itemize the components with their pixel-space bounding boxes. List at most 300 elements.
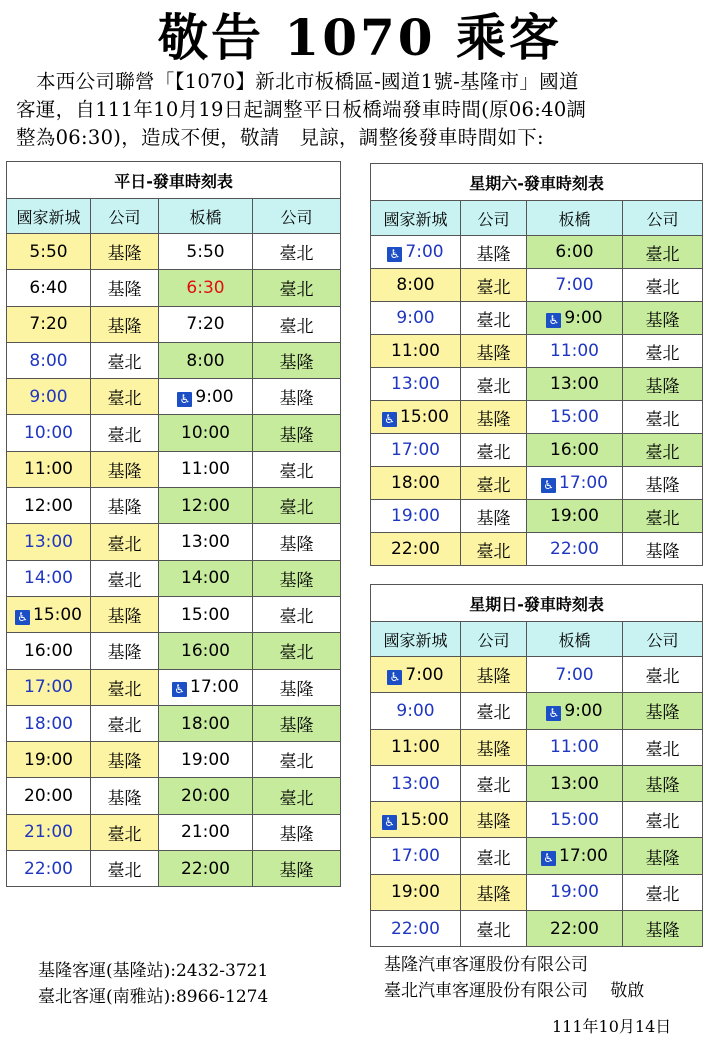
company-name: 基隆: [476, 812, 511, 833]
time-cell-banqiao: [527, 533, 623, 566]
company-cell: [253, 705, 341, 741]
departure-time: 20:00: [24, 786, 73, 807]
company-cell: [91, 778, 159, 814]
company-cell: [461, 911, 527, 947]
company-cell: [623, 533, 703, 566]
table-row: [371, 802, 703, 838]
time-cell-banqiao: [159, 705, 253, 741]
time-cell-guojiaxincheng: [7, 306, 91, 342]
wheelchair-accessible-icon: ♿: [546, 313, 561, 328]
company-name: 基隆: [645, 310, 680, 331]
company-name: 臺北: [279, 316, 314, 337]
table-row: [7, 669, 341, 705]
time-cell-guojiaxincheng: [371, 434, 461, 467]
table-row: [371, 693, 703, 729]
company-name: 基隆: [279, 425, 314, 446]
departure-time: 7:20: [186, 314, 225, 335]
wheelchair-accessible-icon: ♿: [541, 478, 556, 493]
time-cell-guojiaxincheng: [371, 269, 461, 302]
company-cell: [623, 368, 703, 401]
departure-column-header: 國家新城: [7, 199, 91, 234]
time-cell-guojiaxincheng: [371, 368, 461, 401]
departure-column-header: 板橋: [527, 201, 623, 236]
time-cell-banqiao: [527, 467, 623, 500]
company-cell: [253, 814, 341, 850]
time-cell-banqiao: [159, 560, 253, 596]
departure-time: 11:00: [550, 737, 599, 758]
company-cell: [91, 524, 159, 560]
wheelchair-accessible-icon: ♿: [541, 851, 556, 866]
company-cell: [461, 302, 527, 335]
time-cell-banqiao: [159, 415, 253, 451]
departure-time: 15:00: [550, 809, 599, 830]
company-cell: [91, 415, 159, 451]
company-cell: [253, 633, 341, 669]
departure-time: 11:00: [391, 737, 440, 758]
departure-time: 22:00: [550, 918, 599, 939]
time-cell-banqiao: [159, 814, 253, 850]
departure-time: 10:00: [24, 423, 73, 444]
company-cell: [623, 765, 703, 801]
departure-time: 21:00: [181, 822, 230, 843]
departure-time: 16:00: [181, 640, 230, 661]
time-cell-banqiao: [527, 434, 623, 467]
company-cell: [461, 335, 527, 368]
company-name: 臺北: [645, 739, 680, 760]
company-cell: [91, 488, 159, 524]
weekday-timetable: [6, 161, 341, 887]
company-cell: [623, 401, 703, 434]
time-cell-banqiao: [159, 778, 253, 814]
time-cell-banqiao: [527, 335, 623, 368]
company-name: 基隆: [107, 643, 142, 664]
time-cell-guojiaxincheng: [371, 802, 461, 838]
time-cell-guojiaxincheng: [371, 335, 461, 368]
departure-time: 8:00: [186, 350, 225, 371]
company-name: 臺北: [476, 776, 511, 797]
company-cell: [623, 269, 703, 302]
company-cell: [623, 729, 703, 765]
time-cell-guojiaxincheng: [371, 765, 461, 801]
table-row: [7, 342, 341, 378]
company-name: 基隆: [645, 703, 680, 724]
departure-time: 18:00: [181, 713, 230, 734]
company-cell: [253, 524, 341, 560]
departure-time: 13:00: [550, 773, 599, 794]
page-title: 敬告 1070 乘客: [158, 8, 562, 67]
departure-time: 19:00: [391, 882, 440, 903]
company-cell: [91, 596, 159, 632]
time-cell-banqiao: [527, 401, 623, 434]
company-cell: [253, 560, 341, 596]
company-cell: [461, 693, 527, 729]
time-cell-banqiao: [527, 911, 623, 947]
company-name: 基隆: [476, 343, 511, 364]
departure-time: 13:00: [391, 773, 440, 794]
company-cell: [91, 669, 159, 705]
table-row: [7, 705, 341, 741]
departure-column-header: 國家新城: [371, 622, 461, 657]
departure-column-header: 板橋: [527, 622, 623, 657]
departure-time: 15:00: [550, 407, 599, 427]
time-cell-banqiao: [159, 451, 253, 487]
time-cell-guojiaxincheng: [371, 302, 461, 335]
company-name: 臺北: [279, 643, 314, 664]
company-name: 臺北: [107, 716, 142, 736]
time-cell-banqiao: [159, 524, 253, 560]
table-row: [7, 270, 341, 306]
time-cell-banqiao: [159, 270, 253, 306]
notice-line: 整為06:30)，造成不便，敬請 見諒，調整後發車時間如下:: [16, 126, 544, 149]
time-cell-banqiao: [527, 838, 623, 874]
company-taipei: 臺北汽車客運股份有限公司 敬啟: [384, 981, 645, 1001]
time-cell-guojiaxincheng: [7, 524, 91, 560]
company-cell: [623, 838, 703, 874]
departure-time: 9:00: [564, 700, 603, 721]
time-cell-guojiaxincheng: [371, 874, 461, 910]
wheelchair-accessible-icon: ♿: [172, 682, 187, 697]
departure-time: 7:00: [405, 664, 444, 685]
time-cell-guojiaxincheng: [371, 657, 461, 693]
company-name: 基隆: [107, 461, 142, 482]
wheelchair-accessible-icon: ♿: [15, 610, 30, 625]
company-cell: [623, 236, 703, 269]
company-cell: [91, 342, 159, 378]
company-name: 臺北: [107, 534, 142, 555]
sunday-timetable: [370, 584, 703, 947]
table-row: [371, 729, 703, 765]
departure-time: 5:50: [186, 241, 225, 262]
departure-time: 19:00: [181, 749, 230, 770]
company-cell: [461, 467, 527, 500]
company-name: 臺北: [645, 442, 680, 463]
company-cell: [91, 851, 159, 887]
departure-time: 17:00: [559, 473, 608, 493]
departure-time: 6:00: [555, 242, 594, 262]
company-name: 臺北: [645, 244, 680, 265]
departure-time: 18:00: [24, 713, 73, 734]
company-cell: [91, 705, 159, 741]
company-cell: [253, 851, 341, 887]
company-name: 臺北: [279, 461, 314, 482]
table-row: [371, 302, 703, 335]
company-cell: [253, 306, 341, 342]
company-cell: [623, 467, 703, 500]
company-name: 臺北: [476, 442, 511, 463]
departure-time: 13:00: [24, 532, 73, 553]
company-cell: [461, 401, 527, 434]
departure-time: 16:00: [24, 640, 73, 661]
company-name: 基隆: [645, 848, 680, 869]
time-cell-banqiao: [159, 742, 253, 778]
table-row: [7, 560, 341, 596]
departure-time: 17:00: [24, 677, 73, 698]
departure-time: 9:00: [29, 386, 68, 407]
company-name: 基隆: [279, 861, 314, 882]
contact-taipei: 臺北客運(南雅站):8966-1274: [38, 987, 269, 1007]
company-name: 臺北: [107, 389, 142, 410]
table-row: [371, 269, 703, 302]
company-cell: [91, 742, 159, 778]
departure-time: 9:00: [564, 308, 603, 328]
departure-time: 11:00: [24, 459, 73, 480]
time-cell-banqiao: [159, 234, 253, 270]
company-cell: [461, 434, 527, 467]
company-cell: [461, 802, 527, 838]
company-name: 基隆: [645, 776, 680, 797]
table-row: [7, 851, 341, 887]
wheelchair-accessible-icon: ♿: [387, 670, 402, 685]
company-column-header: 公司: [461, 201, 527, 236]
company-name: 基隆: [279, 570, 314, 591]
table-row: [371, 911, 703, 947]
departure-column-header: 國家新城: [371, 201, 461, 236]
departure-time: 17:00: [190, 677, 239, 698]
company-name: 基隆: [279, 716, 314, 736]
company-signature: [384, 952, 644, 1004]
time-cell-guojiaxincheng: [7, 415, 91, 451]
company-name: 基隆: [279, 679, 314, 700]
company-cell: [91, 270, 159, 306]
time-cell-guojiaxincheng: [7, 234, 91, 270]
company-name: 臺北: [645, 409, 680, 430]
departure-time: 15:00: [181, 604, 230, 625]
departure-time: 8:00: [29, 350, 68, 371]
time-cell-guojiaxincheng: [7, 851, 91, 887]
notice-date: 111年10月14日: [552, 1017, 672, 1036]
departure-time: 7:00: [555, 664, 594, 685]
company-cell: [253, 451, 341, 487]
company-cell: [91, 814, 159, 850]
company-column-header: 公司: [461, 622, 527, 657]
table-row: [7, 488, 341, 524]
company-cell: [623, 335, 703, 368]
time-cell-guojiaxincheng: [7, 596, 91, 632]
company-cell: [623, 657, 703, 693]
table-row: [371, 874, 703, 910]
departure-time: 7:20: [29, 314, 68, 335]
company-cell: [461, 765, 527, 801]
time-cell-guojiaxincheng: [7, 669, 91, 705]
company-name: 臺北: [645, 884, 680, 905]
wheelchair-accessible-icon: ♿: [387, 247, 402, 262]
company-cell: [253, 488, 341, 524]
departure-time: 17:00: [391, 846, 440, 867]
time-cell-guojiaxincheng: [371, 911, 461, 947]
time-cell-guojiaxincheng: [371, 401, 461, 434]
table-row: [7, 524, 341, 560]
departure-time: 21:00: [24, 822, 73, 843]
departure-time: 12:00: [24, 495, 73, 516]
departure-time: 11:00: [550, 341, 599, 361]
time-cell-guojiaxincheng: [371, 838, 461, 874]
table-row: [7, 306, 341, 342]
table-row: [371, 838, 703, 874]
departure-time: 7:00: [405, 242, 444, 262]
time-cell-banqiao: [159, 488, 253, 524]
time-cell-banqiao: [527, 802, 623, 838]
departure-time: 15:00: [33, 604, 82, 625]
departure-time: 11:00: [391, 341, 440, 361]
company-name: 臺北: [279, 280, 314, 301]
departure-time: 6:30: [186, 277, 225, 298]
company-name: 基隆: [476, 409, 511, 430]
timetable-caption: 星期六-發車時刻表: [371, 164, 703, 201]
wheelchair-accessible-icon: ♿: [177, 392, 192, 407]
departure-time: 22:00: [391, 918, 440, 939]
company-name: 臺北: [645, 508, 680, 529]
table-row: [7, 814, 341, 850]
table-row: [7, 415, 341, 451]
time-cell-banqiao: [527, 657, 623, 693]
time-cell-guojiaxincheng: [7, 633, 91, 669]
table-row: [7, 451, 341, 487]
departure-time: 16:00: [550, 440, 599, 460]
departure-time: 14:00: [181, 568, 230, 589]
company-name: 基隆: [476, 884, 511, 905]
company-cell: [461, 729, 527, 765]
company-cell: [253, 742, 341, 778]
company-cell: [461, 838, 527, 874]
company-name: 臺北: [476, 376, 511, 397]
company-name: 基隆: [107, 244, 142, 265]
wheelchair-accessible-icon: ♿: [382, 815, 397, 830]
departure-column-header: 板橋: [159, 199, 253, 234]
departure-time: 12:00: [181, 495, 230, 516]
table-row: [7, 633, 341, 669]
time-cell-banqiao: [527, 693, 623, 729]
wheelchair-accessible-icon: ♿: [546, 706, 561, 721]
company-name: 基隆: [645, 541, 680, 562]
time-cell-banqiao: [159, 851, 253, 887]
time-cell-banqiao: [159, 633, 253, 669]
departure-time: 22:00: [391, 539, 440, 559]
departure-time: 13:00: [550, 374, 599, 394]
company-name: 臺北: [476, 277, 511, 298]
departure-time: 9:00: [396, 308, 435, 328]
company-cell: [623, 500, 703, 533]
company-name: 臺北: [279, 498, 314, 519]
time-cell-guojiaxincheng: [371, 693, 461, 729]
departure-time: 7:00: [555, 275, 594, 295]
company-name: 臺北: [476, 475, 511, 496]
departure-time: 5:50: [29, 241, 68, 262]
time-cell-banqiao: [527, 874, 623, 910]
company-cell: [253, 415, 341, 451]
company-cell: [623, 693, 703, 729]
departure-time: 9:00: [195, 386, 234, 407]
departure-time: 19:00: [550, 882, 599, 903]
notice-line: 本西公司聯營「【1070】新北市板橋區-國道1號-基隆市」國道: [36, 70, 579, 93]
table-row: [371, 657, 703, 693]
company-cell: [253, 596, 341, 632]
company-name: 臺北: [279, 788, 314, 809]
departure-time: 14:00: [24, 568, 73, 589]
time-cell-guojiaxincheng: [7, 342, 91, 378]
table-row: [371, 236, 703, 269]
company-name: 臺北: [107, 861, 142, 882]
company-name: 基隆: [107, 498, 142, 519]
time-cell-guojiaxincheng: [371, 500, 461, 533]
departure-time: 6:40: [29, 277, 68, 298]
company-column-header: 公司: [623, 201, 703, 236]
company-name: 臺北: [279, 244, 314, 265]
departure-time: 10:00: [181, 423, 230, 444]
company-name: 臺北: [645, 343, 680, 364]
company-name: 臺北: [476, 703, 511, 724]
table-row: [371, 434, 703, 467]
departure-time: 19:00: [391, 506, 440, 526]
company-cell: [253, 270, 341, 306]
departure-time: 13:00: [391, 374, 440, 394]
table-row: [371, 335, 703, 368]
company-cell: [461, 236, 527, 269]
time-cell-banqiao: [159, 669, 253, 705]
departure-time: 15:00: [400, 809, 449, 830]
company-name: 臺北: [476, 848, 511, 869]
company-cell: [461, 368, 527, 401]
company-keelung: 基隆汽車客運股份有限公司: [384, 955, 588, 975]
company-name: 基隆: [645, 475, 680, 496]
time-cell-banqiao: [159, 342, 253, 378]
company-column-header: 公司: [623, 622, 703, 657]
company-cell: [91, 234, 159, 270]
company-name: 基隆: [279, 534, 314, 555]
company-cell: [461, 533, 527, 566]
company-cell: [91, 560, 159, 596]
company-cell: [461, 269, 527, 302]
time-cell-guojiaxincheng: [7, 270, 91, 306]
company-name: 基隆: [476, 244, 511, 265]
time-cell-banqiao: [527, 236, 623, 269]
departure-time: 17:00: [391, 440, 440, 460]
contact-info: [38, 958, 268, 1010]
time-cell-guojiaxincheng: [371, 236, 461, 269]
company-name: 臺北: [645, 277, 680, 298]
time-cell-guojiaxincheng: [371, 729, 461, 765]
company-cell: [461, 657, 527, 693]
time-cell-guojiaxincheng: [371, 467, 461, 500]
departure-time: 19:00: [550, 506, 599, 526]
company-name: 臺北: [279, 607, 314, 628]
time-cell-guojiaxincheng: [7, 705, 91, 741]
company-cell: [91, 633, 159, 669]
company-cell: [623, 802, 703, 838]
timetable-caption: 平日-發車時刻表: [7, 162, 341, 199]
company-name: 基隆: [279, 353, 314, 374]
company-name: 基隆: [279, 824, 314, 845]
table-row: [7, 596, 341, 632]
company-name: 臺北: [107, 824, 142, 845]
table-row: [371, 533, 703, 566]
company-cell: [91, 379, 159, 415]
company-column-header: 公司: [91, 199, 159, 234]
departure-time: 18:00: [391, 473, 440, 493]
departure-time: 8:00: [396, 275, 435, 295]
table-row: [371, 401, 703, 434]
company-column-header: 公司: [253, 199, 341, 234]
company-cell: [253, 379, 341, 415]
departure-time: 22:00: [550, 539, 599, 559]
time-cell-guojiaxincheng: [7, 488, 91, 524]
company-name: 基隆: [645, 921, 680, 942]
company-name: 臺北: [645, 812, 680, 833]
company-name: 臺北: [476, 921, 511, 942]
company-name: 臺北: [107, 679, 142, 700]
departure-time: 17:00: [559, 846, 608, 867]
time-cell-banqiao: [527, 302, 623, 335]
company-cell: [91, 451, 159, 487]
